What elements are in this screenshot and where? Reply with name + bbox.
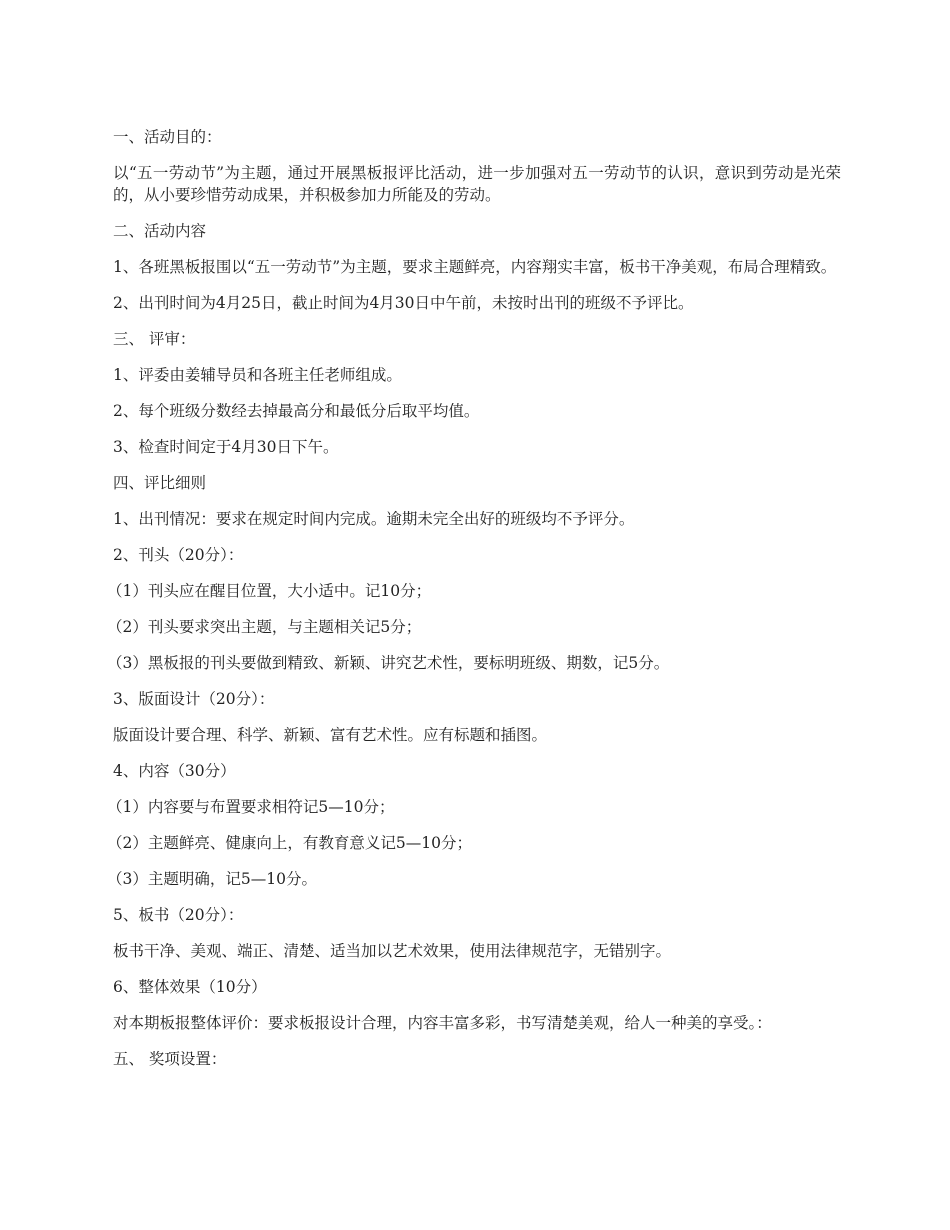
- rules-item-4-sub-3: （3）主题明确，记5—10分。: [107, 870, 317, 888]
- rules-item-2-sub-2: （2）刊头要求突出主题，与主题相关记5分；: [107, 618, 422, 636]
- rules-item-6-detail: 对本期板报整体评价：要求板报设计合理，内容丰富多彩，书写清楚美观，给人一种美的享受。：: [113, 1014, 772, 1032]
- review-item-3: 3、检查时间定于4月30日下午。: [113, 438, 339, 456]
- section-heading-awards: 五、 奖项设置：: [113, 1050, 227, 1068]
- section-heading-purpose: 一、活动目的：: [113, 128, 222, 146]
- section-heading-review: 三、 评审：: [113, 330, 196, 348]
- rules-item-2-sub-1: （1）刊头应在醒目位置，大小适中。记10分；: [107, 582, 432, 600]
- content-item-2: 2、出刊时间为4月25日，截止时间为4月30日中午前，未按时出刊的班级不予评比。: [113, 294, 694, 312]
- rules-item-4-sub-2: （2）主题鲜亮、健康向上，有教育意义记5—10分；: [107, 834, 472, 852]
- rules-item-4: 4、内容（30分）: [113, 762, 236, 780]
- purpose-paragraph: 以“五一劳动节”为主题，通过开展黑板报评比活动，进一步加强对五一劳动节的认识，意识到劳动是光荣的，从小要珍惜劳动成果，并积极参加力所能及的劳动。: [113, 164, 841, 204]
- rules-item-3-detail: 版面设计要合理、科学、新颖、富有艺术性。应有标题和插图。: [113, 726, 548, 744]
- content-item-1: 1、各班黑板报围以“五一劳动节”为主题，要求主题鲜亮，内容翔实丰富，板书干净美观，布局合理精致。: [113, 258, 837, 276]
- section-heading-rules: 四、评比细则: [113, 474, 207, 492]
- rules-item-5-detail: 板书干净、美观、端正、清楚、适当加以艺术效果，使用法律规范字，无错别字。: [113, 942, 672, 960]
- document-body: [107, 126, 841, 1084]
- review-item-2: 2、每个班级分数经去掉最高分和最低分后取平均值。: [113, 402, 480, 420]
- rules-item-6: 6、整体效果（10分）: [113, 978, 267, 996]
- rules-item-2-sub-3: （3）黑板报的刊头要做到精致、新颖、讲究艺术性，要标明班级、期数，记5分。: [107, 654, 670, 672]
- rules-item-5: 5、板书（20分）：: [113, 906, 244, 924]
- rules-item-1: 1、出刊情况：要求在规定时间内完成。逾期未完全出好的班级均不予评分。: [113, 510, 635, 528]
- rules-item-2: 2、刊头（20分）：: [113, 546, 244, 564]
- rules-item-4-sub-1: （1）内容要与布置要求相符记5—10分；: [107, 798, 395, 816]
- section-heading-content: 二、活动内容: [113, 222, 207, 240]
- review-item-1: 1、评委由姜辅导员和各班主任老师组成。: [113, 366, 402, 384]
- rules-item-3: 3、版面设计（20分）：: [113, 690, 275, 708]
